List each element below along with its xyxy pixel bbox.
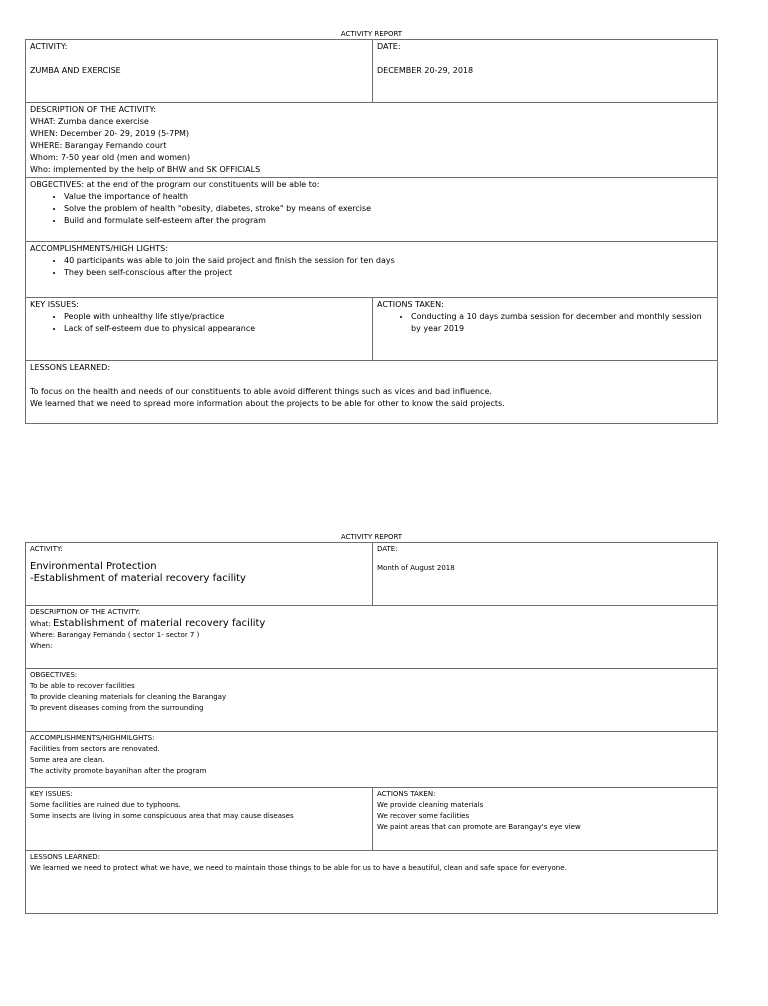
activity-report-2 [25, 532, 718, 914]
what-line [30, 618, 713, 630]
actions-label: ACTIONS TAKEN: [377, 790, 436, 798]
actions-label: ACTIONS TAKEN: [377, 300, 444, 309]
key-issues-label: KEY ISSUES: [30, 300, 79, 309]
key-issues-cell [26, 298, 373, 361]
actions-cell [373, 298, 718, 361]
key-issue-line: Some insects are living in some conspicuous area that may cause diseases [30, 812, 294, 820]
activity-cell [26, 543, 373, 606]
lessons-line: We learned that we need to spread more information about the projects to be able for other to know the said projects. [30, 399, 505, 408]
lessons-label: LESSONS LEARNED: [30, 363, 111, 372]
accomplishments-label: ACCOMPLISHMENTS/HIGH LIGHTS: [30, 244, 168, 253]
activity-label: ACTIVITY: [30, 545, 63, 553]
lessons-line: We learned we need to protect what we have, we need to maintain those things to be able for us to have a beautiful, clean and safe space for everyone. [30, 864, 567, 872]
activity-cell [26, 40, 373, 103]
lessons-label: LESSONS LEARNED: [30, 853, 101, 861]
activity-value: ZUMBA AND EXERCISE [30, 66, 121, 75]
actions-cell [373, 788, 718, 851]
objective-line: To provide cleaning materials for cleaning the Barangay [30, 693, 227, 701]
list-item: • Value the importance of health [64, 191, 713, 203]
actions-list [377, 311, 713, 335]
list-item: • People with unhealthy life stlye/practice [64, 311, 368, 323]
where-line: Where: Barangay Fernando ( sector 1- sector 7 ) [30, 631, 200, 639]
report-title: ACTIVITY REPORT [340, 30, 403, 38]
objectives-cell [26, 669, 718, 732]
objectives-label: OBGECTIVES: at the end of the program our constituents will be able to: [30, 180, 320, 189]
report-title: ACTIVITY REPORT [340, 533, 403, 541]
objectives-cell [26, 178, 718, 242]
key-issues-cell [26, 788, 373, 851]
accomplishments-list [30, 255, 713, 279]
date-value: DECEMBER 20-29, 2018 [377, 66, 474, 75]
description-line: Who: implemented by the help of BHW and SK OFFICIALS [30, 165, 261, 174]
description-label: DESCRIPTION OF THE ACTIVITY: [30, 608, 141, 616]
accomplishments-cell [26, 242, 718, 298]
lessons-line: To focus on the health and needs of our constituents to able avoid different things such as vices and bad influence. [30, 387, 492, 396]
activity-label: ACTIVITY: [30, 42, 68, 51]
accomplishments-label: ACCOMPLISHMENTS/HIGHMILGHTS: [30, 734, 155, 742]
activity-value: Environmental Protection [30, 561, 157, 572]
description-line: WHAT: Zumba dance exercise [30, 117, 149, 126]
what-label: What: [30, 620, 53, 628]
description-line: WHERE: Barangay Fernando court [30, 141, 167, 150]
objectives-label: OBGECTIVES: [30, 671, 78, 679]
list-item: • Conducting a 10 days zumba session for december and monthly session by year 2019 [411, 311, 713, 335]
activity-report-1 [25, 29, 718, 424]
date-value: Month of August 2018 [377, 564, 455, 572]
list-item: • Solve the problem of health "obesity, diabetes, stroke" by means of exercise [64, 203, 713, 215]
description-line: WHEN: December 20- 29, 2019 (5-7PM) [30, 129, 190, 138]
lessons-cell [26, 361, 718, 424]
action-line: We provide cleaning materials [377, 801, 484, 809]
date-label: DATE: [377, 545, 398, 553]
list-item: • Lack of self-esteem due to physical appearance [64, 323, 368, 335]
description-cell [26, 103, 718, 178]
report-table [25, 542, 718, 914]
activity-value: -Establishment of material recovery facility [30, 573, 246, 584]
report-table [25, 39, 718, 424]
what-value: Establishment of material recovery facility [52, 618, 266, 629]
objectives-list [30, 191, 713, 227]
key-issue-line: Some facilities are ruined due to typhoons. [30, 801, 181, 809]
action-line: We paint areas that can promote are Barangay's eye view [377, 823, 581, 831]
date-label: DATE: [377, 42, 401, 51]
key-issues-label: KEY ISSUES: [30, 790, 73, 798]
list-item: • 40 participants was able to join the said project and finish the session for ten days [64, 255, 713, 267]
description-cell [26, 606, 718, 669]
objective-line: To be able to recover facilities [30, 682, 135, 690]
action-line: We recover some facilities [377, 812, 470, 820]
description-label: DESCRIPTION OF THE ACTIVITY: [30, 105, 157, 114]
accomplishment-line: The activity promote bayanihan after the program [30, 767, 207, 775]
accomplishment-line: Some area are clean. [30, 756, 105, 764]
list-item: • Build and formulate self-esteem after the program [64, 215, 713, 227]
date-cell [373, 40, 718, 103]
accomplishment-line: Facilities from sectors are renovated. [30, 745, 160, 753]
objective-line: To prevent diseases coming from the surrounding [30, 704, 204, 712]
lessons-cell [26, 851, 718, 914]
accomplishments-cell [26, 732, 718, 788]
list-item: • They been self-conscious after the project [64, 267, 713, 279]
key-issues-list [30, 311, 368, 335]
date-cell [373, 543, 718, 606]
description-line: Whom: 7-50 year old (men and women) [30, 153, 191, 162]
when-line: When: [30, 642, 53, 650]
